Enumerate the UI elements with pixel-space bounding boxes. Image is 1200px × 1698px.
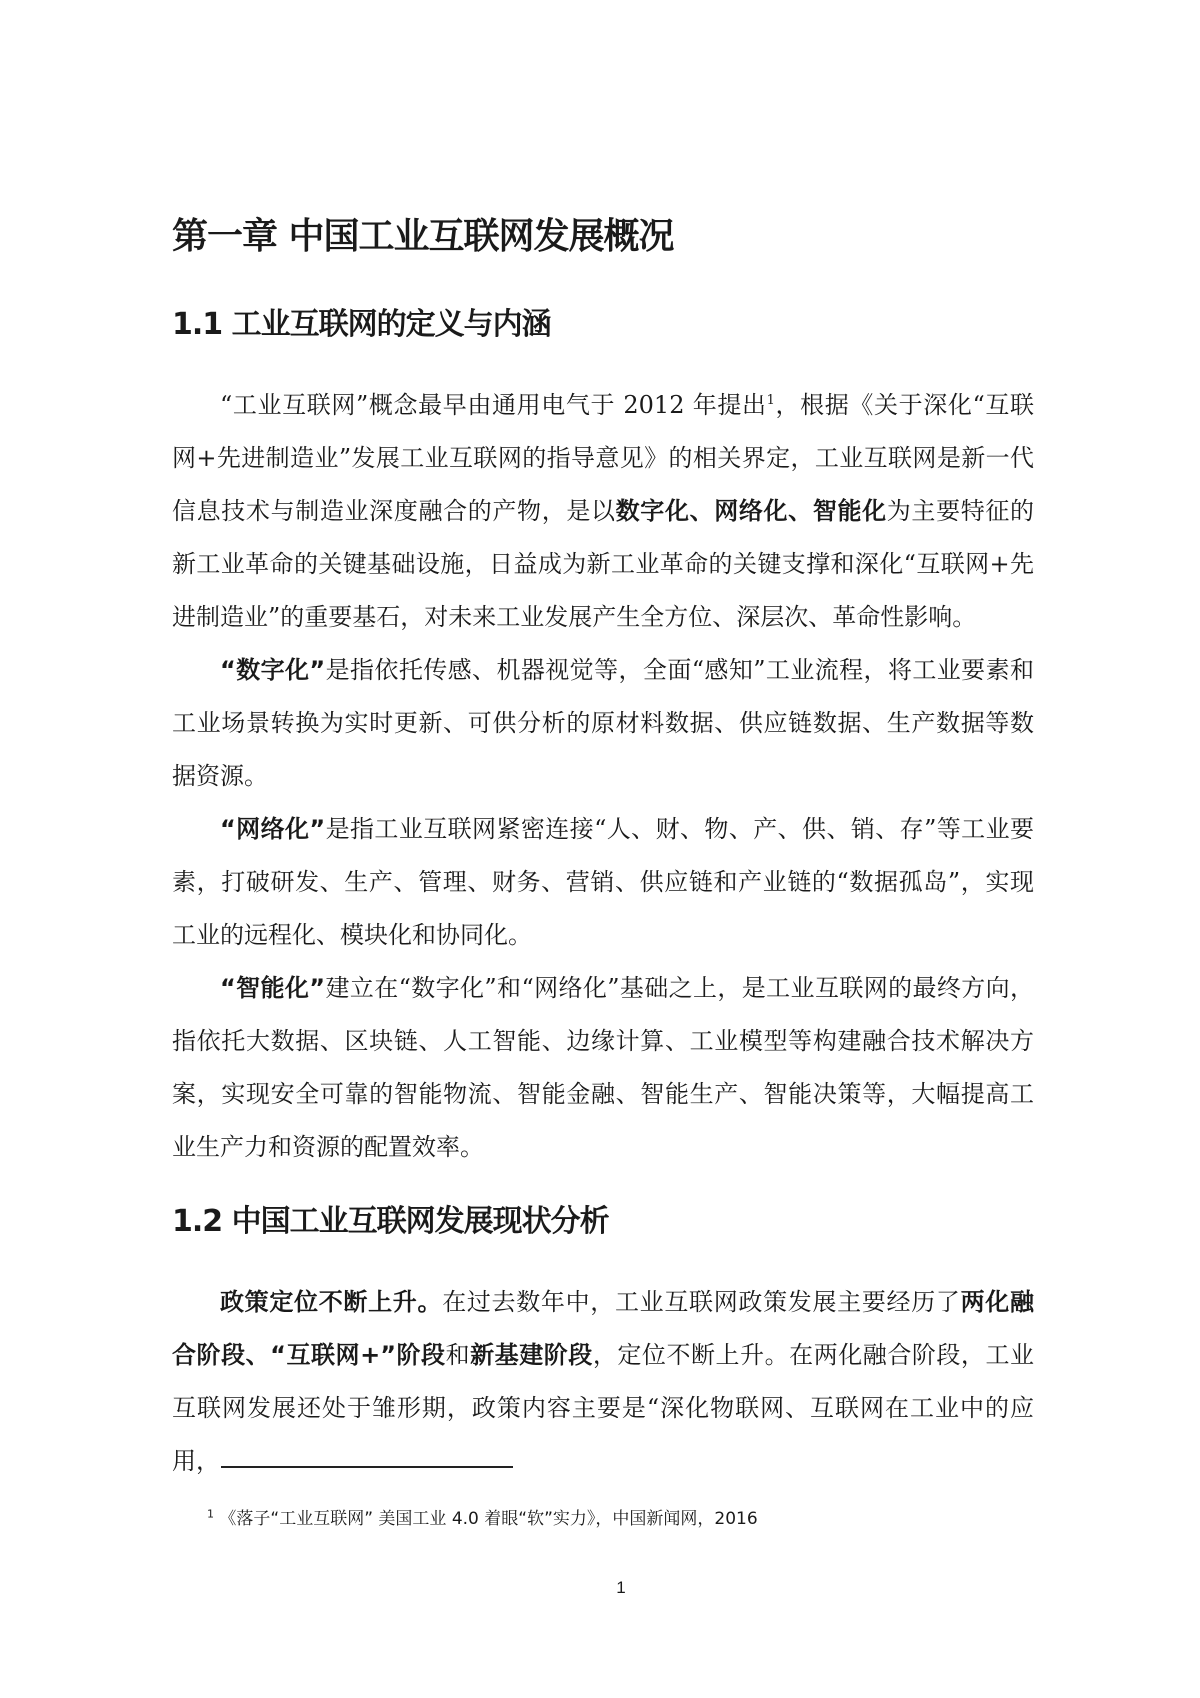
section-heading-1-1: 1.1 工业互联网的定义与内涵 — [172, 307, 551, 342]
section-heading-1-2: 1.2 中国工业互联网发展现状分析 — [172, 1204, 609, 1239]
footnote-text: 《落子“工业互联网” 美国工业 4.0 着眼“软”实力》，中国新闻网，2016 — [219, 1509, 758, 1529]
text: ，定位不断上升。在两化融合阶段，工业互联网发展还处于雏形期，政策内容主要是“深化物联网、互联网在工业中的应用， — [172, 1341, 1035, 1475]
paragraph-networking — [172, 803, 1034, 962]
footnote — [207, 1506, 758, 1532]
text: 为主要特征的新工业革命的关键基础设施，日益成为新工业革命的关键支撑和深化“互联网+先进制造业”的重要基石，对未来工业发展产生全方位、深层次、革命性影响。 — [172, 497, 1035, 631]
bold-text: “网络化” — [220, 815, 326, 843]
text: 建立在“数字化”和“网络化”基础之上，是工业互联网的最终方向，指依托大数据、区块链、人工智能、边缘计算、工业模型等构建融合技术解决方案，实现安全可靠的智能物流、智能金融、智能生产、智能决策等，大幅提高工业生产力和资源的配置效率。 — [172, 974, 1035, 1161]
paragraph-definition — [172, 379, 1034, 644]
bold-text: “数字化” — [220, 656, 326, 684]
footnote-ref[interactable]: 1 — [766, 393, 775, 408]
text: “工业互联网”概念最早由通用电气于 2012 年提出 — [220, 391, 767, 419]
footnote-divider — [221, 1466, 513, 1468]
bold-text: 数字化、网络化、智能化 — [615, 497, 887, 525]
section-1-1-body — [172, 379, 1034, 1174]
text: ，根据《关于深化“互联网+先进制造业”发展工业互联网的指导意见》的相关界定，工业互联网是新一代信息技术与制造业深度融合的产物，是以 — [172, 391, 1034, 525]
page-number: 1 — [616, 1578, 626, 1597]
paragraph-policy — [172, 1276, 1034, 1488]
text: 是指工业互联网紧密连接“人、财、物、产、供、销、存”等工业要素，打破研发、生产、管理、财务、营销、供应链和产业链的“数据孤岛”，实现工业的远程化、模块化和协同化。 — [172, 815, 1034, 949]
text: 和 — [445, 1341, 471, 1369]
bold-text: 政策定位不断上升。 — [220, 1288, 443, 1316]
bold-text: “智能化” — [220, 974, 326, 1002]
paragraph-digitalization — [172, 644, 1034, 803]
bold-text: 两化融合阶段、“互联网+”阶段 — [172, 1288, 1034, 1369]
footnote-mark: 1 — [207, 1507, 214, 1521]
paragraph-intelligence — [172, 962, 1034, 1174]
text: 是指依托传感、机器视觉等，全面“感知”工业流程，将工业要素和工业场景转换为实时更新、可供分析的原材料数据、供应链数据、生产数据等数据资源。 — [172, 656, 1034, 790]
text: 在过去数年中，工业互联网政策发展主要经历了 — [442, 1288, 961, 1316]
section-1-2-body — [172, 1276, 1034, 1488]
chapter-title: 第一章 中国工业互联网发展概况 — [172, 216, 674, 257]
bold-text: 新基建阶段 — [470, 1341, 593, 1369]
